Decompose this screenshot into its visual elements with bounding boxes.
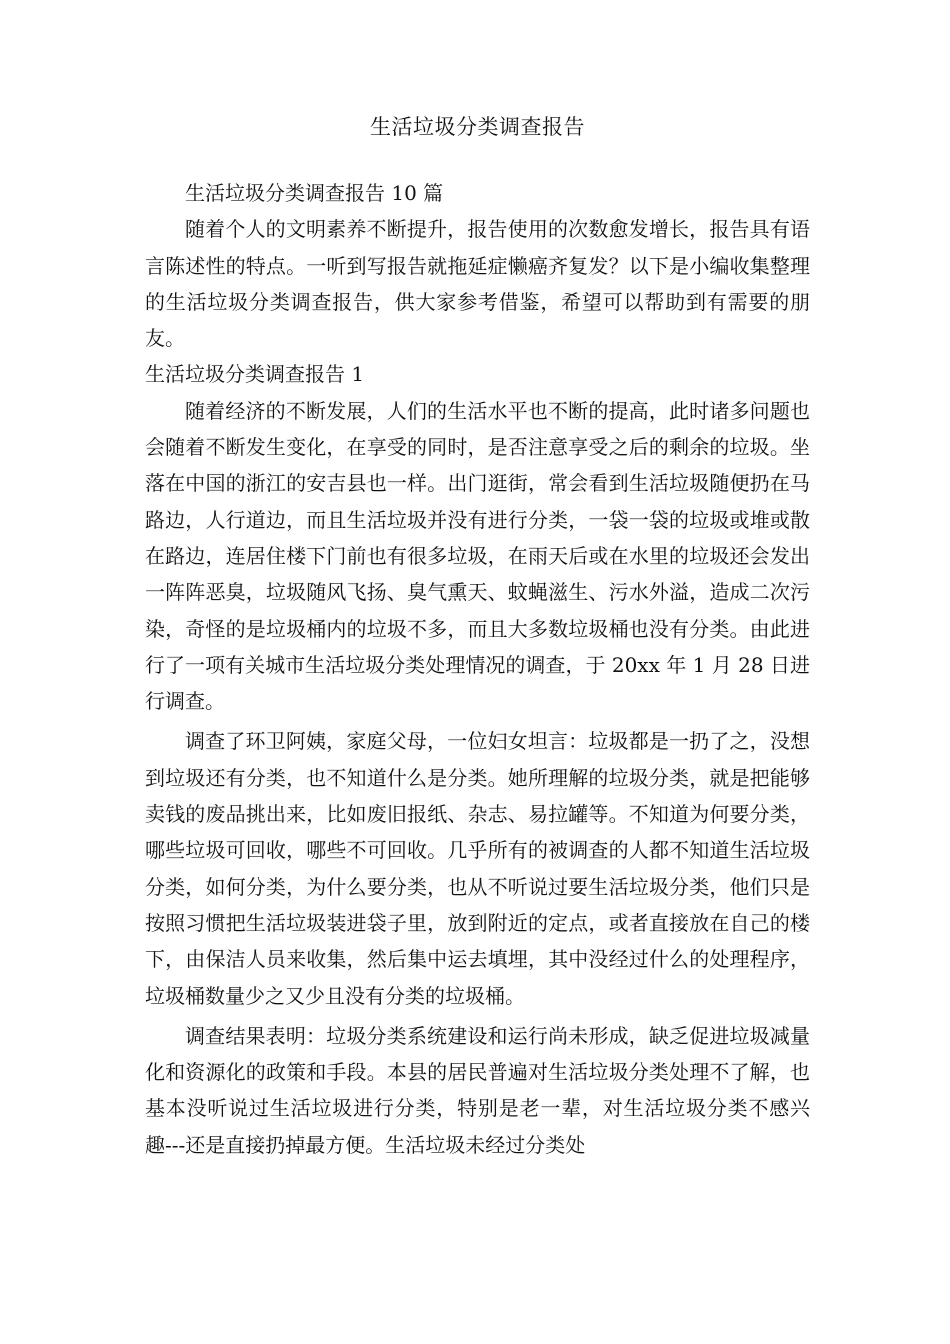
intro-paragraph: 随着个人的文明素养不断提升，报告使用的次数愈发增长，报告具有语言陈述性的特点。一听到写报告就拖延症懒癌齐复发？以下是小编收集整理的生活垃圾分类调查报告，供大家参考借鉴，希望可以帮助到有需要的朋友。 <box>145 217 810 351</box>
body-paragraph: 随着经济的不断发展，人们的生活水平也不断的提高，此时诸多问题也会随着不断发生变化，在享受的同时，是否注意享受之后的剩余的垃圾。坐落在中国的浙江的安吉县也一样。出门逛街，常会看到生活垃圾随便扔在马路边，人行道边，而且生活垃圾并没有进行分类，一袋一袋的垃圾或堆或散在路边，连居住楼下门前也有很多垃圾，在雨天后或在水里的垃圾还会发出一阵阵恶臭，垃圾随风飞扬、臭气熏天、蚊蝇滋生、污水外溢，造成二次污染，奇怪的是垃圾桶内的垃圾不多，而且大多数垃圾桶也没有分类。由此进行了一项有关城市生活垃圾分类处理情况的调查，于 20xx 年 1 月 28 日进行调查。 <box>145 398 810 714</box>
subtitle-paragraph: 生活垃圾分类调查报告 10 篇 <box>185 181 444 205</box>
section-heading: 生活垃圾分类调查报告 1 <box>145 362 365 387</box>
document-page <box>145 0 810 1344</box>
document-body <box>145 175 810 1163</box>
document-title: 生活垃圾分类调查报告 <box>370 115 585 139</box>
body-paragraph: 调查了环卫阿姨，家庭父母，一位妇女坦言：垃圾都是一扔了之，没想到垃圾还有分类，也不知道什么是分类。她所理解的垃圾分类，就是把能够卖钱的废品挑出来，比如废旧报纸、杂志、易拉罐等。不知道为何要分类，哪些垃圾可回收，哪些不可回收。几乎所有的被调查的人都不知道生活垃圾分类，如何分类，为什么要分类，也从不听说过要生活垃圾分类，他们只是按照习惯把生活垃圾装进袋子里，放到附近的定点，或者直接放在自己的楼下，由保洁人员来收集，然后集中运去填埋，其中没经过什么的处理程序，垃圾桶数量少之又少且没有分类的垃圾桶。 <box>145 729 810 1008</box>
body-paragraph: 调查结果表明：垃圾分类系统建设和运行尚未形成，缺乏促进垃圾减量化和资源化的政策和手段。本县的居民普遍对生活垃圾分类处理不了解，也基本没听说过生活垃圾进行分类，特别是老一辈，对生活垃圾分类不感兴趣---还是直接扔掉最方便。生活垃圾未经过分类处 <box>145 1023 810 1157</box>
